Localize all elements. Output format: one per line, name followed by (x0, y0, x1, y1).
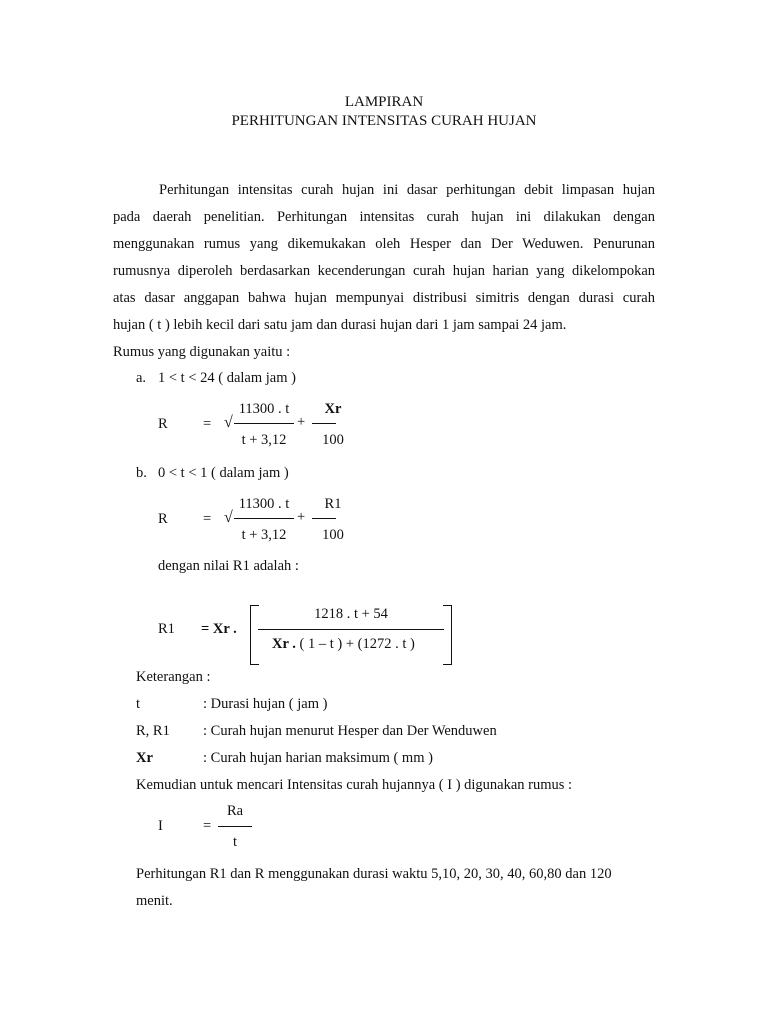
denominator-xr: Xr . (272, 636, 296, 652)
formula-b-denominator-2: 100 (322, 527, 344, 543)
paragraph-line: Perhitungan intensitas curah hujan ini dasar perhitungan debit limpasan hujan (159, 182, 655, 198)
formula-b-plus: + (297, 509, 306, 525)
formula-r1-denominator (272, 636, 415, 653)
closing-line: menit. (136, 893, 173, 909)
legend-term: Xr (136, 750, 153, 766)
paragraph-line: pada daerah penelitian. Perhitungan intensitas curah hujan ini dilakukan dengan (113, 209, 655, 225)
fraction-bar (234, 423, 294, 424)
formula-a-denominator-2: 100 (322, 432, 344, 448)
formula-b-numerator-2: R1 (324, 496, 342, 512)
formula-intro: Rumus yang digunakan yaitu : (113, 344, 291, 360)
case-a-condition: 1 < t < 24 ( dalam jam ) (158, 370, 296, 386)
closing-line: Perhitungan R1 dan R menggunakan durasi waktu 5,10, 20, 30, 40, 60,80 dan 120 (136, 866, 612, 882)
legend-title: Keterangan : (136, 669, 211, 685)
appendix-title: PERHITUNGAN INTENSITAS CURAH HUJAN (231, 113, 537, 129)
formula-b-numerator: 11300 . t (238, 496, 290, 512)
formula-a-denominator: t + 3,12 (241, 432, 287, 448)
paragraph-line: rumusnya diperoleh berdasarkan kecenderungan curah hujan harian yang dikelompokan (113, 263, 655, 279)
formula-b-denominator: t + 3,12 (241, 527, 287, 543)
case-b-condition: 0 < t < 1 ( dalam jam ) (158, 465, 289, 481)
formula-a-plus: + (297, 414, 306, 430)
sqrt-symbol: √ (224, 414, 233, 431)
paragraph-line: menggunakan rumus yang dikemukakan oleh Hesper dan Der Weduwen. Penurunan (113, 236, 655, 252)
fraction-bar (312, 423, 336, 424)
formula-a-numerator-2: Xr (324, 401, 342, 417)
legend-term: R, R1 (136, 723, 170, 739)
formula-b-lhs: R (158, 511, 168, 527)
formula-r1-lhs: R1 (158, 621, 175, 637)
formula-a-equals: = (203, 416, 212, 432)
fraction-bar (234, 518, 294, 519)
legend-term: t (136, 696, 141, 712)
sqrt-symbol: √ (224, 509, 233, 526)
formula-i-lhs: I (158, 818, 163, 834)
formula-i-numerator: Ra (226, 803, 244, 819)
right-bracket (443, 605, 452, 665)
fraction-bar (218, 826, 252, 827)
legend-desc: : Curah hujan menurut Hesper dan Der Wenduwen (203, 723, 497, 739)
formula-b-equals: = (203, 511, 212, 527)
fraction-bar (258, 629, 444, 630)
r1-intro: dengan nilai R1 adalah : (158, 558, 299, 574)
formula-a-numerator: 11300 . t (238, 401, 290, 417)
appendix-heading: LAMPIRAN (344, 94, 424, 110)
fraction-bar (312, 518, 336, 519)
denominator-expression: ( 1 – t ) + (1272 . t ) (299, 636, 415, 652)
case-a-marker: a. (136, 370, 147, 386)
formula-i-equals: = (203, 818, 212, 834)
case-b-marker: b. (136, 465, 147, 481)
paragraph-line: hujan ( t ) lebih kecil dari satu jam dan durasi hujan dari 1 jam sampai 24 jam. (113, 317, 567, 333)
formula-a-lhs: R (158, 416, 168, 432)
legend-desc: : Curah hujan harian maksimum ( mm ) (203, 750, 433, 766)
formula-r1-equals: = Xr . (201, 621, 237, 637)
intensity-intro: Kemudian untuk mencari Intensitas curah hujannya ( I ) digunakan rumus : (136, 777, 573, 793)
formula-i-denominator: t (232, 834, 238, 850)
paragraph-line: atas dasar anggapan bahwa hujan mempunyai distribusi simitris dengan durasi curah (113, 290, 655, 306)
formula-r1-numerator: 1218 . t + 54 (314, 606, 388, 622)
legend-desc: : Durasi hujan ( jam ) (203, 696, 328, 712)
